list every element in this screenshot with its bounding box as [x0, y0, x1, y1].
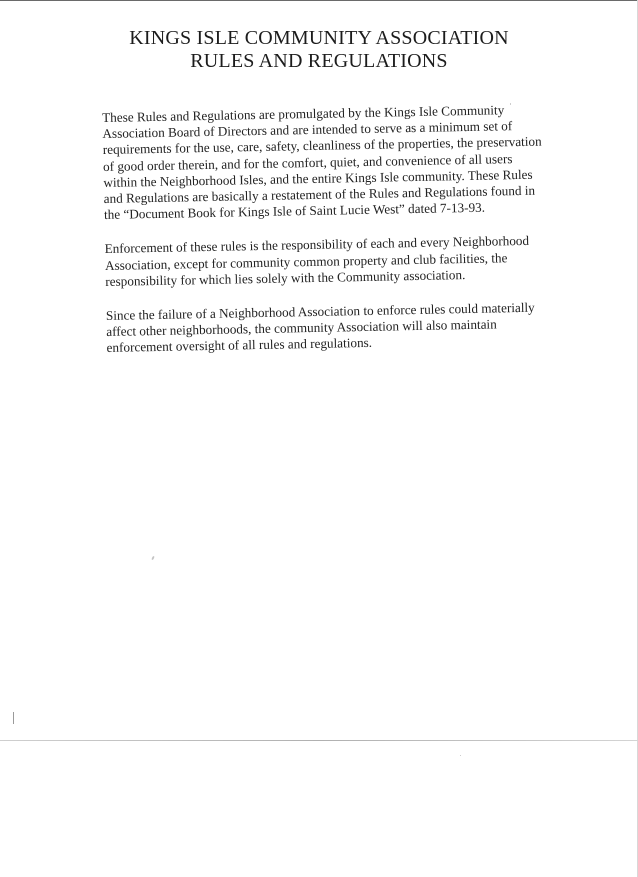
scan-top-edge: [0, 0, 638, 1]
title-line-2: RULES AND REGULATIONS: [190, 50, 448, 72]
paragraph-oversight: Since the failure of a Neighborhood Association to enforce rules could materially affect other neighborhoods, the community Association will also maintain enforcement oversight of all rules and regulations.: [105, 299, 535, 356]
scan-speck: [460, 755, 461, 756]
paragraph-intro: These Rules and Regulations are promulgated by the Kings Isle Community Association Board of Directors and are intended to serve as a minimum set of requirements for the use, care, safety, cleanliness of the properties, the preservation of good order therein, and for the comfort, quiet, and convenience of all users within the Neighborhood Isles, and the entire Kings Isle community. These Rules and Regulations are basically a restatement of the Rules and Regulations found in the “Document Book for Kings Isle of Saint Lucie West” dated 7-13-93.: [102, 102, 542, 223]
paragraph-enforcement: Enforcement of these rules is the responsibility of each and every Neighborhood Association, except for community common property and club facilities, the responsibility for which lies solely with the Community association.: [104, 233, 530, 289]
title-line-1: KINGS ISLE COMMUNITY ASSOCIATION: [129, 27, 509, 49]
document-title: [0, 27, 638, 73]
scan-fold-line: [0, 740, 638, 741]
scan-left-mark: [13, 712, 14, 724]
document-body: [102, 101, 553, 374]
scan-speck: [151, 556, 155, 560]
